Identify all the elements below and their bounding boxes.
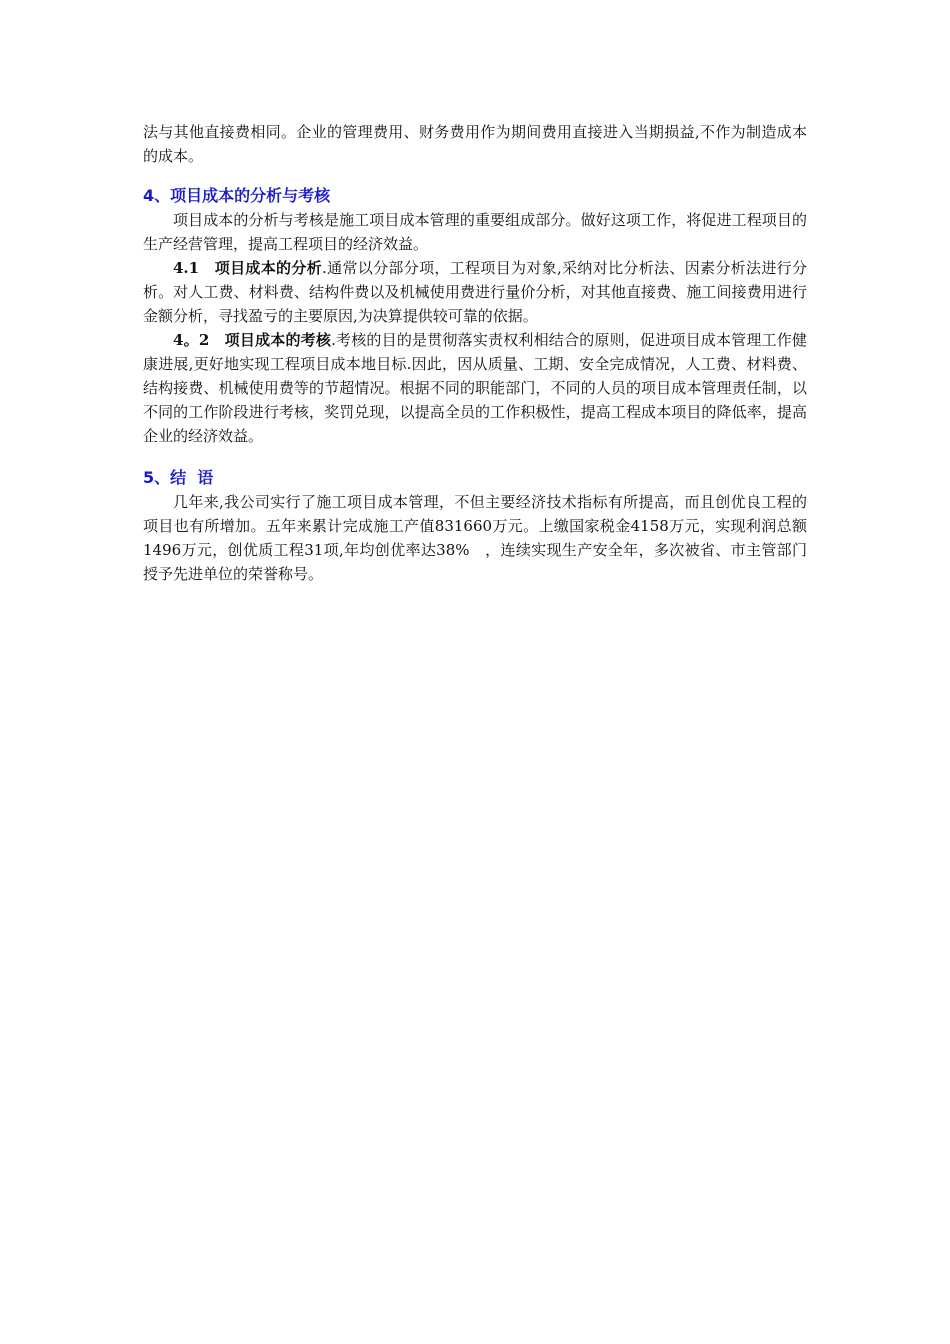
subsection-4-2-title: 项目成本的考核 [224,331,332,349]
subsection-4-1-text: .通常以分部分项，工程项目为对象,采纳对比分析法、因素分析法进行分析。对人工费、材料费、结构件费以及机械使用费进行量价分析，对其他直接费、施工间接费用进行金额分析，寻找盈亏的主要原因,为决算提供较可靠的依据。 [143,259,807,325]
intro-paragraph: 法与其他直接费相同。企业的管理费用、财务费用作为期间费用直接进入当期损益,不作为制造成本的成本。 [143,123,807,165]
subsection-4-2 [143,328,807,448]
subsection-4-2-text: .考核的目的是贯彻落实责权利相结合的原则，促进项目成本管理工作健康进展,更好地实现工程项目成本地目标.因此，因从质量、工期、安全完成情况，人工费、材料费、结构接费、机械使用费等的节超情况。根据不同的职能部门，不同的人员的项目成本管理责任制，以不同的工作阶段进行考核，奖罚兑现，以提高全员的工作积极性，提高工程成本项目的降低率，提高企业的经济效益。 [143,331,807,445]
subsection-4-1-title: 项目成本的分析 [214,259,323,277]
subsection-4-1-number: 4.1 [173,259,215,277]
subsection-4-1 [143,256,807,328]
section-4-heading: 4、项目成本的分析与考核 [143,186,331,205]
section-5-paragraph: 几年来,我公司实行了施工项目成本管理，不但主要经济技术指标有所提高，而且创优良工程的项目也有所增加。五年来累计完成施工产值831660万元。上缴国家税金4158万元，实现利润总额1496万元，创优质工程31项,年均创优率达38% ，连续实现生产安全年，多次被省、市主管部门授予先进单位的荣誉称号。 [143,493,807,583]
subsection-4-2-number: 4。2 [173,331,225,349]
document-page [143,120,807,586]
section-4-paragraph: 项目成本的分析与考核是施工项目成本管理的重要组成部分。做好这项工作，将促进工程项目的生产经营管理，提高工程项目的经济效益。 [143,211,807,253]
section-5-heading: 5、结 语 [143,468,214,487]
